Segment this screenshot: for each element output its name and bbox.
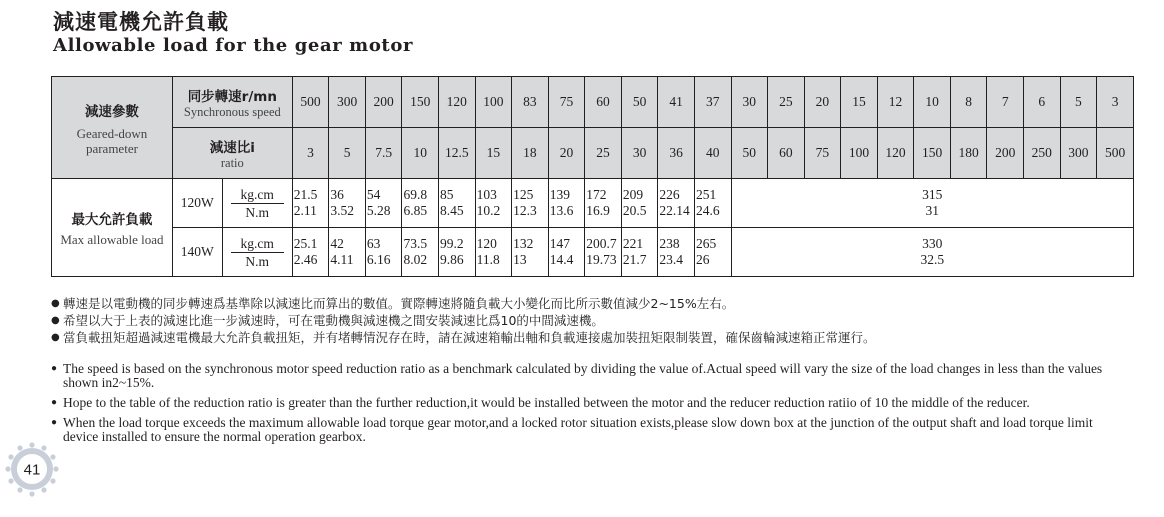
load-kgcm: 69.8 xyxy=(403,187,428,202)
load-kgcm: 125 xyxy=(513,187,534,202)
load-nm: 13 xyxy=(513,252,527,267)
speed-label-zh: 同步轉速r/mn xyxy=(187,88,277,105)
load-cell xyxy=(475,179,512,228)
maxload-label-zh: 最大允許負載 xyxy=(71,212,153,228)
load-nm: 8.45 xyxy=(440,203,464,218)
ratio-cell: 300 xyxy=(1060,128,1097,179)
speed-cell: 200 xyxy=(365,77,402,128)
merged-kgcm: 330 xyxy=(922,236,943,251)
ratio-cell: 100 xyxy=(841,128,878,179)
param-header-cell xyxy=(52,77,173,179)
speed-cell: 20 xyxy=(804,77,841,128)
load-cell xyxy=(402,228,439,277)
page-number: 41 xyxy=(23,461,41,479)
merged-nm: 32.5 xyxy=(920,252,945,267)
note-en-item xyxy=(51,416,1121,444)
speed-cell: 6 xyxy=(1024,77,1061,128)
speed-cell: 300 xyxy=(329,77,366,128)
load-cell xyxy=(585,179,622,228)
ratio-label-zh: 減速比i xyxy=(209,139,255,156)
load-row-120w xyxy=(52,179,1134,228)
load-kgcm: 36 xyxy=(330,187,344,202)
bullet-icon: ● xyxy=(51,298,60,309)
unit-kgcm: kg.cm xyxy=(231,235,284,253)
load-nm: 6.16 xyxy=(366,252,391,267)
ratio-cell: 30 xyxy=(621,128,658,179)
load-cell xyxy=(585,228,622,277)
ratio-cell: 500 xyxy=(1097,128,1134,179)
load-cell xyxy=(694,228,731,277)
maxload-label-en: Max allowable load xyxy=(60,232,164,247)
ratio-cell: 36 xyxy=(658,128,695,179)
speed-cell: 120 xyxy=(439,77,476,128)
ratio-cell: 18 xyxy=(512,128,549,179)
ratio-cell: 12.5 xyxy=(439,128,476,179)
load-kgcm: 221 xyxy=(622,236,644,251)
power-cell: 120W xyxy=(172,179,222,228)
load-nm: 20.5 xyxy=(622,203,647,218)
ratio-cell: 15 xyxy=(475,128,512,179)
load-kgcm: 103 xyxy=(476,187,497,202)
load-nm: 24.6 xyxy=(695,203,720,218)
load-kgcm: 132 xyxy=(513,236,534,251)
load-kgcm: 21.5 xyxy=(293,187,318,202)
power-cell: 140W xyxy=(172,228,222,277)
speed-label-en: Synchronous speed xyxy=(183,104,281,119)
speed-cell: 75 xyxy=(548,77,585,128)
load-cell xyxy=(402,179,439,228)
bullet-icon: ● xyxy=(51,397,58,408)
ratio-cell: 7.5 xyxy=(365,128,402,179)
load-kgcm: 172 xyxy=(586,187,607,202)
speed-cell: 37 xyxy=(694,77,731,128)
ratio-cell: 3 xyxy=(292,128,329,179)
load-nm: 10.2 xyxy=(476,203,501,218)
load-kgcm: 200.7 xyxy=(586,236,617,251)
speed-cell: 150 xyxy=(402,77,439,128)
load-nm: 22.14 xyxy=(659,203,690,218)
ratio-cell: 250 xyxy=(1024,128,1061,179)
speed-cell: 3 xyxy=(1097,77,1134,128)
speed-header-cell xyxy=(172,77,292,128)
load-cell xyxy=(658,179,695,228)
load-nm: 14.4 xyxy=(549,252,574,267)
ratio-cell: 5 xyxy=(329,128,366,179)
load-nm: 5.28 xyxy=(366,203,391,218)
unit-nm: N.m xyxy=(245,253,270,269)
load-kgcm: 54 xyxy=(366,187,381,202)
load-kgcm: 25.1 xyxy=(293,236,318,251)
unit-kgcm: kg.cm xyxy=(231,186,284,204)
load-nm: 13.6 xyxy=(549,203,574,218)
note-text: 希望以大于上表的減速比進一步減速時，可在電動機與減速機之間安裝減速比爲10的中間減速機。 xyxy=(63,313,604,328)
ratio-cell: 75 xyxy=(804,128,841,179)
note-en-item xyxy=(51,396,1121,410)
load-kgcm: 209 xyxy=(622,187,644,202)
load-kgcm: 238 xyxy=(659,236,680,251)
note-zh-item xyxy=(51,312,876,329)
param-label-en: Geared-down parameter xyxy=(76,125,148,156)
load-cell xyxy=(439,228,476,277)
load-kgcm: 63 xyxy=(366,236,381,251)
note-zh-item xyxy=(51,295,876,312)
ratio-cell: 150 xyxy=(914,128,951,179)
load-cell xyxy=(292,179,329,228)
load-cell xyxy=(439,179,476,228)
load-nm: 6.85 xyxy=(403,203,428,218)
load-nm: 8.02 xyxy=(403,252,428,267)
load-nm: 21.7 xyxy=(622,252,647,267)
bullet-icon: ● xyxy=(51,315,60,326)
allowable-load-table xyxy=(51,76,1134,277)
load-kgcm: 226 xyxy=(659,187,680,202)
ratio-cell: 120 xyxy=(877,128,914,179)
ratio-cell: 40 xyxy=(694,128,731,179)
load-cell xyxy=(329,228,366,277)
speed-cell: 15 xyxy=(841,77,878,128)
speed-cell: 5 xyxy=(1060,77,1097,128)
speed-cell: 83 xyxy=(512,77,549,128)
bullet-icon: ● xyxy=(51,332,60,343)
load-kgcm: 139 xyxy=(549,187,570,202)
speed-row xyxy=(52,77,1134,128)
speed-cell: 25 xyxy=(768,77,805,128)
load-cell xyxy=(512,228,549,277)
load-kgcm: 251 xyxy=(695,187,717,202)
merged-kgcm: 315 xyxy=(922,187,943,202)
load-cell xyxy=(329,179,366,228)
speed-cell: 100 xyxy=(475,77,512,128)
note-text: When the load torque exceeds the maximum allowable load torque gear motor,and a locked rotor situation exists,please slow down box at the junction of the output shaft and load torque limit device installed to ensure the normal operation gearbox. xyxy=(63,415,1093,444)
load-nm: 23.4 xyxy=(659,252,684,267)
load-nm: 26 xyxy=(695,252,710,267)
load-nm: 19.73 xyxy=(586,252,617,267)
load-cell xyxy=(548,228,585,277)
load-cell xyxy=(621,179,658,228)
note-text: 轉速是以電動機的同步轉速爲基準除以減速比而算出的數值。實際轉速將隨負載大小變化而比所示數值減少2~15%左右。 xyxy=(63,296,735,311)
ratio-cell: 180 xyxy=(950,128,987,179)
load-nm: 3.52 xyxy=(330,203,354,218)
load-nm: 2.11 xyxy=(293,203,317,218)
load-cell xyxy=(365,179,402,228)
ratio-cell: 10 xyxy=(402,128,439,179)
bullet-icon: ● xyxy=(51,363,58,374)
speed-cell: 30 xyxy=(731,77,768,128)
ratio-cell: 60 xyxy=(768,128,805,179)
load-cell xyxy=(475,228,512,277)
ratio-cell: 25 xyxy=(585,128,622,179)
load-nm: 11.8 xyxy=(476,252,500,267)
load-nm: 9.86 xyxy=(440,252,464,267)
load-kgcm: 265 xyxy=(695,236,717,251)
page-title-chinese: 減速電機允許負載 xyxy=(53,10,229,34)
speed-cell: 50 xyxy=(621,77,658,128)
speed-cell: 41 xyxy=(658,77,695,128)
speed-cell: 12 xyxy=(877,77,914,128)
load-nm: 12.3 xyxy=(513,203,537,218)
notes-english xyxy=(51,362,1121,450)
load-kgcm: 85 xyxy=(440,187,454,202)
load-nm: 4.11 xyxy=(330,252,354,267)
speed-cell: 7 xyxy=(987,77,1024,128)
speed-cell: 500 xyxy=(292,77,329,128)
notes-chinese xyxy=(51,295,876,346)
load-cell xyxy=(621,228,658,277)
load-cell xyxy=(694,179,731,228)
page-number-badge xyxy=(2,438,62,508)
load-row-140w xyxy=(52,228,1134,277)
merged-load-cell xyxy=(731,228,1133,277)
unit-cell xyxy=(222,228,292,277)
unit-nm: N.m xyxy=(245,204,270,220)
ratio-header-cell xyxy=(172,128,292,179)
load-kgcm: 147 xyxy=(549,236,570,251)
speed-cell: 60 xyxy=(585,77,622,128)
ratio-cell: 50 xyxy=(731,128,768,179)
load-kgcm: 73.5 xyxy=(403,236,428,251)
ratio-label-en: ratio xyxy=(220,155,244,170)
merged-nm: 31 xyxy=(925,203,939,218)
ratio-cell: 20 xyxy=(548,128,585,179)
load-nm: 2.46 xyxy=(293,252,318,267)
note-text: 當負載扭矩超過減速電機最大允許負載扭矩，并有堵轉情況存在時，請在減速箱輸出軸和負載連接處加裝扭矩限制裝置，確保齒輪減速箱正常運行。 xyxy=(63,330,876,345)
note-en-item xyxy=(51,362,1121,390)
bullet-icon: ● xyxy=(51,417,58,428)
load-cell xyxy=(512,179,549,228)
load-cell xyxy=(548,179,585,228)
load-nm: 16.9 xyxy=(586,203,610,218)
unit-cell xyxy=(222,179,292,228)
ratio-cell: 200 xyxy=(987,128,1024,179)
note-zh-item xyxy=(51,329,876,346)
load-cell xyxy=(658,228,695,277)
speed-cell: 10 xyxy=(914,77,951,128)
load-kgcm: 42 xyxy=(330,236,344,251)
param-label-zh: 減速參數 xyxy=(84,103,139,120)
load-cell xyxy=(292,228,329,277)
load-kgcm: 99.2 xyxy=(440,236,464,251)
load-kgcm: 120 xyxy=(476,236,497,251)
ratio-row xyxy=(52,128,1134,179)
note-text: Hope to the table of the reduction ratio is greater than the further reduction,it would be installed between the motor and the reducer reduction ratiio of 10 the middle of the reducer. xyxy=(63,395,1030,410)
speed-cell: 8 xyxy=(950,77,987,128)
page-title-english: Allowable load for the gear motor xyxy=(53,35,414,56)
load-cell xyxy=(365,228,402,277)
maxload-header-cell xyxy=(52,179,173,277)
merged-load-cell xyxy=(731,179,1133,228)
note-text: The speed is based on the synchronous motor speed reduction ratio as a benchmark calculated by dividing the value of.Actual speed will vary the size of the load changes in less than the values shown in2~15%. xyxy=(63,361,1103,390)
